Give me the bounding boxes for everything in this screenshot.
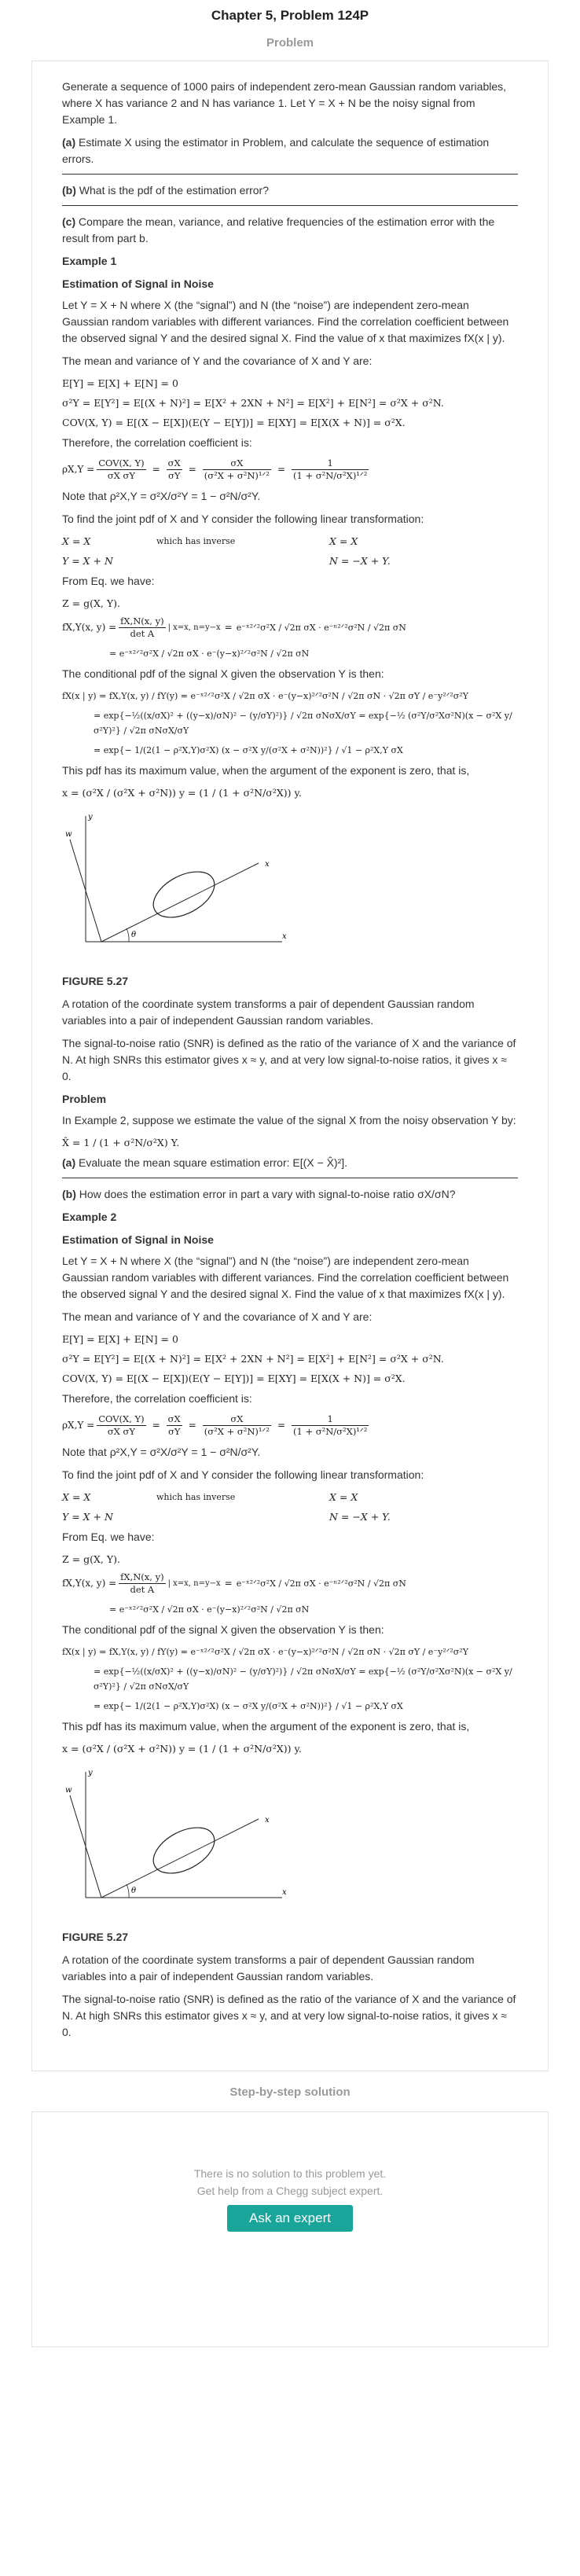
example2-heading: Example 2 [62,1211,117,1223]
eq-cond3: = exp{− 1/(2(1 − ρ²X,Y)σ²X) (x − σ²X y/(σ²X + σ²N))²} / √1 − ρ²X,Y σX [94,745,403,755]
figure-text: A rotation of the coordinate system transforms a pair of dependent Gaussian random variables into a pair of independent Gaussian random variables. [62,998,475,1027]
rho-frac4: $\frac{1}{\text{(1 + σ²N/σ²X)¹ᐟ²}}$ [293,458,368,481]
svg-text:θ: θ [131,931,137,939]
problem-intro: Generate a sequence of 1000 pairs of independent zero-mean Gaussian random variables, where X has variance 2 and N has variance 1. Let Y = X + N be the noisy signal from Example 1. [62,80,507,126]
figure-rotation [62,808,518,962]
solution-heading: Step-by-step solution [229,2085,351,2099]
eq2-z: Z = g(X, Y). [62,1553,120,1565]
example1-p4: Note that ρ²X,Y = σ²X/σ²Y = 1 − σ²N/σ²Y. [62,490,261,502]
svg-text:y: y [88,813,93,821]
solution-section [31,2085,549,2347]
eq-cond2: = exp{−½((x/σX)² + ((y−x)/σN)² − (y/σY)²)} / √2π σNσX/σY = exp{−½ (σ²Y/σ²Xσ²N)(x − σ²X y/σ²Y)²} / √2π σNσX/σY [94,711,512,736]
svg-text:x: x [265,1816,270,1825]
svg-text:x: x [282,932,287,941]
rotation-diagram [62,1764,290,1913]
solution-card [31,2111,549,2347]
eq-z: Z = g(X, Y). [62,597,120,609]
eq-var-y: σ²Y = E[Y²] = E[(X + N)²] = E[X² + 2XN + N²] = E[X²] + E[N²] = σ²X + σ²N. [62,397,444,409]
transform-row2: Y = X + N N = −X + Y. [62,555,391,567]
example1-p8: This pdf has its maximum value, when the argument of the exponent is zero, that is, [62,764,470,777]
part-c-text: Compare the mean, variance, and relative frequencies of the estimation error with the result from part b. [62,215,495,244]
part-c-label: (c) [62,215,76,228]
eq-mean-y: E[Y] = E[X] + E[N] = 0 [62,377,178,389]
eq2-rho: ρX,Y = $\frac{\text{COV(X, Y)}}{\text{σX σY}}$ = $\frac{\sigma X}{\sigma Y}$ = $\frac{\sigma X}{\text{(σ²X + σ²N)¹ᐟ²}}$ = $\frac{1}{\text{(1 + σ²N/σ²X)¹ᐟ²}}$ [62,1413,368,1437]
example1-p2: The mean and variance of Y and the covariance of X and Y are: [62,355,373,367]
rho-frac1: $\frac{\text{COV(X, Y)}}{\text{σX σY}}$ [98,458,145,481]
help-text: Get help from a Chegg subject expert. [196,2185,384,2197]
svg-text:x: x [282,1888,287,1897]
part-a-text: Estimate X using the estimator in Problem, and calculate the sequence of estimation errors. [62,136,490,165]
transform2-row1: X = X which has inverse X = X [62,1491,358,1503]
part-c [62,214,518,247]
eq-rho: ρX,Y = $\frac{\text{COV(X, Y)}}{\text{σX σY}}$ = $\frac{\sigma X}{\sigma Y}$ = $\frac{\sigma X}{\text{(σ²X + σ²N)¹ᐟ²}}$ = $\frac{1}{\text{(1 + σ²N/σ²X)¹ᐟ²}}$ [62,458,368,481]
svg-text:w: w [65,830,72,839]
eq-fxy: fX,Y(x, y) = $\frac{fX,N(x, y)}{\text{det A}}$ | x=x, n=y−x = e⁻ˣ²ᐟ²σ²X / √2π σX · e⁻ⁿ²ᐟ²σ²N / √2π σN [62,616,406,639]
eq2-fxy: fX,Y(x, y) = $\frac{fX,N(x, y)}{\text{det A}}$ | x=x, n=y−x = e⁻ˣ²ᐟ²σ²X / √2π σX · e⁻ⁿ²ᐟ²σ²N / √2π σN [62,1571,406,1595]
problem2-heading: Problem [62,1093,107,1105]
problem-card [31,61,549,2071]
problem2-a: (a) Evaluate the mean square estimation error: E[(X − X̂)²]. [62,1156,348,1169]
eq-cov-xy: COV(X, Y) = E[(X − E[X])(E(Y − E[Y])] = E[XY] = E[X(X + N)] = σ²X. [62,417,406,428]
eq-xhat: X̂ = 1 / (1 + σ²N/σ²X) Y. [62,1137,180,1148]
svg-text:y: y [88,1769,93,1777]
eq-xmax: x = (σ²X / (σ²X + σ²N)) y = (1 / (1 + σ²N/σ²X)) y. [62,787,302,799]
eq2-cond2: = exp{−½((x/σX)² + ((y−x)/σN)² − (y/σY)²)} / √2π σNσX/σY = exp{−½ (σ²Y/σ²Xσ²N)(x − σ²X y/σ²Y)²} / √2π σNσX/σY [94,1666,512,1692]
eq2-cond3: = exp{− 1/(2(1 − ρ²X,Y)σ²X) (x − σ²X y/(σ²X + σ²N))²} / √1 − ρ²X,Y σX [94,1701,403,1711]
example1-heading: Example 1 [62,255,117,267]
divider [62,205,518,206]
example2-p2: The mean and variance of Y and the covariance of X and Y are: [62,1310,373,1323]
svg-text:w: w [65,1786,72,1795]
part-b-label: (b) [62,184,76,197]
problem-heading: Problem [266,36,314,50]
example1-p5: To find the joint pdf of X and Y consider the following linear transformation: [62,513,424,525]
no-solution-text: There is no solution to this problem yet. [193,2167,387,2180]
rho-frac2: $\frac{\sigma X}{\sigma Y}$ [167,458,181,481]
example1-p6: From Eq. we have: [62,575,155,587]
example2-p6: From Eq. we have: [62,1531,155,1543]
example2-p8: This pdf has its maximum value, when the argument of the exponent is zero, that is, [62,1720,470,1733]
problem2-text: In Example 2, suppose we estimate the value of the signal X from the noisy observation Y by: [62,1114,516,1126]
example2-p5: To find the joint pdf of X and Y consider the following linear transformation: [62,1468,424,1481]
transform-row1: X = X which has inverse X = X [62,535,358,547]
example2-p3: Therefore, the correlation coefficient is: [62,1392,252,1405]
figure-text-2: A rotation of the coordinate system transforms a pair of dependent Gaussian random variables into a pair of independent Gaussian random variables. [62,1953,475,1983]
figure-caption: FIGURE 5.27 [62,975,129,987]
eq2-fxy2: = e⁻ˣ²ᐟ²σ²X / √2π σX · e⁻(y−x)²ᐟ²σ²N / √2π σN [109,1604,310,1615]
eq-fxy2: = e⁻ˣ²ᐟ²σ²X / √2π σX · e⁻(y−x)²ᐟ²σ²N / √2π σN [109,649,310,659]
eq2-var-y: σ²Y = E[Y²] = E[(X + N)²] = E[X² + 2XN + N²] = E[X²] + E[N²] = σ²X + σ²N. [62,1353,444,1365]
svg-text:θ: θ [131,1887,137,1895]
figure-caption-2: FIGURE 5.27 [62,1931,129,1943]
part-b [62,182,518,199]
divider [62,174,518,175]
figure-rotation-2 [62,1764,518,1918]
part-a [62,134,518,167]
svg-text:x: x [265,860,270,869]
rotation-diagram [62,808,290,957]
example2-p1: Let Y = X + N where X (the “signal”) and N (the “noise”) are independent zero-mean Gaussian random variables with different variances. Find the correlation coefficient between the observed signal Y and the desired signal X. Find the value of x that maximizes fX(x | y). [62,1255,509,1300]
example1-subheading: Estimation of Signal in Noise [62,277,214,290]
example1-p3: Therefore, the correlation coefficient is: [62,436,252,449]
example2-p7: The conditional pdf of the signal X given the observation Y is then: [62,1623,384,1636]
eq2-cov-xy: COV(X, Y) = E[(X − E[X])(E(Y − E[Y])] = E[XY] = E[X(X + N)] = σ²X. [62,1373,406,1384]
rho-lhs: ρX,Y = [62,464,95,475]
page-title: Chapter 5, Problem 124P [211,8,369,23]
eq2-mean-y: E[Y] = E[X] + E[N] = 0 [62,1333,178,1345]
rho-frac3: $\frac{\sigma X}{\text{(σ²X + σ²N)¹ᐟ²}}$ [204,458,270,481]
example2-p4: Note that ρ²X,Y = σ²X/σ²Y = 1 − σ²N/σ²Y. [62,1446,261,1458]
snr-text-2: The signal-to-noise ratio (SNR) is defined as the ratio of the variance of X and the variance of N. At high SNRs this estimator gives x ≈ y, and at very low signal-to-noise ratios, it gives x ≈ 0. [62,1993,516,2038]
example1-p7: The conditional pdf of the signal X given the observation Y is then: [62,667,384,680]
part-b-text: What is the pdf of the estimation error? [79,184,270,197]
problem2-b: (b) How does the estimation error in part a vary with signal-to-noise ratio σX/σN? [62,1188,456,1200]
eq-cond1: fX(x | y) = fX,Y(x, y) / fY(y) = e⁻ˣ²ᐟ²σ²X / √2π σX · e⁻(y−x)²ᐟ²σ²N / √2π σN · √2π σY / e⁻y²ᐟ²σ²Y [62,691,468,701]
part-a-label: (a) [62,136,76,149]
example1-p1: Let Y = X + N where X (the “signal”) and N (the “noise”) are independent zero-mean Gaussian random variables with different variances. Find the correlation coefficient between the observed signal Y and the desired signal X. Find the value of x that maximizes fX(x | y). [62,299,509,344]
transform2-row2: Y = X + N N = −X + Y. [62,1511,391,1523]
ask-expert-button[interactable]: Ask an expert [227,2205,353,2232]
eq2-cond1: fX(x | y) = fX,Y(x, y) / fY(y) = e⁻ˣ²ᐟ²σ²X / √2π σX · e⁻(y−x)²ᐟ²σ²N / √2π σN · √2π σY / e⁻y²ᐟ²σ²Y [62,1647,468,1657]
eq2-xmax: x = (σ²X / (σ²X + σ²N)) y = (1 / (1 + σ²N/σ²X)) y. [62,1743,302,1755]
snr-text: The signal-to-noise ratio (SNR) is defined as the ratio of the variance of X and the variance of N. At high SNRs this estimator gives x ≈ y, and at very low signal-to-noise ratios, it gives x ≈ 0. [62,1037,516,1082]
example2-subheading: Estimation of Signal in Noise [62,1233,214,1246]
